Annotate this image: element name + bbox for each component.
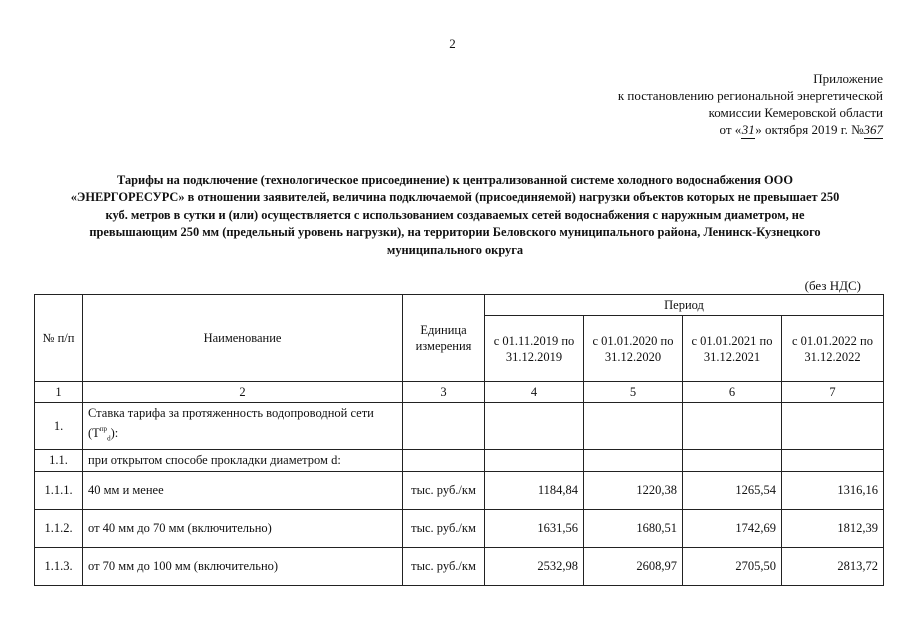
row-name: 40 мм и менее <box>83 471 403 509</box>
appendix-date-line <box>618 121 883 139</box>
row-name: при открытом способе прокладки диаметром d: <box>83 449 403 471</box>
row-no: 1.1.1. <box>35 471 83 509</box>
header-unit: Единица измерения <box>403 295 485 382</box>
empty-cell <box>782 449 884 471</box>
row-name-end: ): <box>110 426 119 440</box>
column-number: 5 <box>584 382 683 403</box>
row-no: 1.1.2. <box>35 509 83 547</box>
header-period-4: с 01.01.2022 по 31.12.2022 <box>782 316 884 382</box>
date-middle: » октября 2019 г. № <box>755 122 864 137</box>
table-row <box>35 509 884 547</box>
column-number: 2 <box>83 382 403 403</box>
page-number: 2 <box>449 36 456 51</box>
column-number: 6 <box>683 382 782 403</box>
row-value: 1742,69 <box>683 509 782 547</box>
row-no: 1.1.3. <box>35 547 83 585</box>
header-name: Наименование <box>83 295 403 382</box>
row-value: 1680,51 <box>584 509 683 547</box>
column-number: 4 <box>485 382 584 403</box>
row-no: 1. <box>35 403 83 450</box>
header-no: № п/п <box>35 295 83 382</box>
table-row <box>35 547 884 585</box>
document-title: Тарифы на подключение (технологическое присоединение) к централизованной системе холодного водоснабжения ООО «ЭНЕРГОРЕСУРС» в отношении заявителей, величина подключаемой (присоединяемой) нагрузки объектов которых не превышает 250 куб. метров в сутки и (или) осуществляется с использованием создаваемых сетей водоснабжения с наружным диаметром, не превышающим 250 мм (предельный уровень нагрузки), на территории Беловского муниципального района, Ленинск-Кузнецкого муниципального округа <box>70 173 840 257</box>
empty-cell <box>683 449 782 471</box>
row-value: 1220,38 <box>584 471 683 509</box>
empty-cell <box>403 403 485 450</box>
row-name: от 70 мм до 100 мм (включительно) <box>83 547 403 585</box>
row-value: 1265,54 <box>683 471 782 509</box>
table-row <box>35 471 884 509</box>
appendix-line-2: к постановлению региональной энергетической <box>617 88 883 103</box>
tariff-subscript: d <box>107 434 111 443</box>
empty-cell <box>683 403 782 450</box>
column-number: 1 <box>35 382 83 403</box>
row-value: 1316,16 <box>782 471 884 509</box>
empty-cell <box>403 449 485 471</box>
row-value: 1184,84 <box>485 471 584 509</box>
row-unit: тыс. руб./км <box>403 509 485 547</box>
empty-cell <box>782 403 884 450</box>
row-unit: тыс. руб./км <box>403 471 485 509</box>
column-number-row <box>35 382 884 403</box>
row-value: 2705,50 <box>683 547 782 585</box>
handwritten-number: 367 <box>863 122 883 137</box>
row-name <box>83 403 403 450</box>
tariff-table <box>34 294 884 586</box>
row-no: 1.1. <box>35 449 83 471</box>
empty-cell <box>485 449 584 471</box>
header-period: Период <box>485 295 884 316</box>
header-period-2: с 01.01.2020 по 31.12.2020 <box>584 316 683 382</box>
row-value: 1631,56 <box>485 509 584 547</box>
appendix-line-1: Приложение <box>813 71 883 86</box>
row-value: 2813,72 <box>782 547 884 585</box>
row-unit: тыс. руб./км <box>403 547 485 585</box>
empty-cell <box>584 449 683 471</box>
empty-cell <box>584 403 683 450</box>
handwritten-day: 31 <box>741 122 755 137</box>
appendix-line-3: комиссии Кемеровской области <box>708 105 883 120</box>
row-value: 1812,39 <box>782 509 884 547</box>
table-row <box>35 403 884 450</box>
row-value: 2608,97 <box>584 547 683 585</box>
row-name: от 40 мм до 70 мм (включительно) <box>83 509 403 547</box>
vat-note: (без НДС) <box>804 278 861 293</box>
tariff-superscript: пр <box>99 425 108 433</box>
header-period-1: с 01.11.2019 по 31.12.2019 <box>485 316 584 382</box>
header-period-3: с 01.01.2021 по 31.12.2021 <box>683 316 782 382</box>
date-prefix: от « <box>719 122 742 137</box>
table-row <box>35 449 884 471</box>
column-number: 7 <box>782 382 884 403</box>
appendix-block <box>618 70 883 139</box>
table-header-row <box>35 295 884 316</box>
empty-cell <box>485 403 584 450</box>
row-value: 2532,98 <box>485 547 584 585</box>
row-name-text: Ставка тарифа за протяженность водопроводной сети (T <box>88 406 374 440</box>
column-number: 3 <box>403 382 485 403</box>
